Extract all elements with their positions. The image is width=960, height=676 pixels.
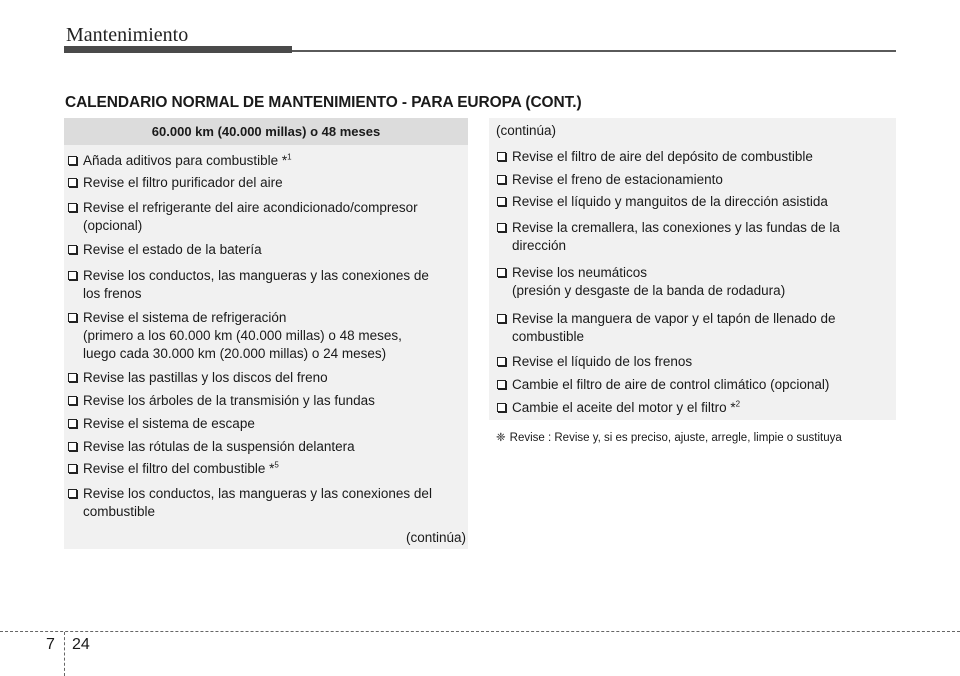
footer-divider bbox=[64, 632, 65, 676]
checkbox-icon bbox=[68, 156, 77, 165]
list-item: Revise la cremallera, las conexiones y las fundas de la dirección bbox=[497, 219, 895, 255]
checkbox-icon bbox=[497, 268, 506, 277]
list-item: Revise el líquido de los frenos bbox=[497, 353, 895, 371]
list-item: Revise los conductos, las mangueras y las conexiones del combustible bbox=[68, 485, 466, 521]
continued-note: (continúa) bbox=[496, 123, 557, 138]
checkbox-icon bbox=[497, 152, 506, 161]
checkbox-icon bbox=[497, 403, 506, 412]
continued-note: (continúa) bbox=[405, 530, 466, 545]
list-item: Revise el estado de la batería bbox=[68, 241, 466, 259]
checkbox-icon bbox=[497, 314, 506, 323]
right-column-panel bbox=[489, 118, 896, 420]
checkbox-icon bbox=[68, 396, 77, 405]
list-item: Revise el sistema de escape bbox=[68, 415, 466, 433]
list-item: Revise los neumáticos (presión y desgaste de la banda de rodadura) bbox=[497, 264, 895, 300]
chapter-number: 7 bbox=[46, 636, 55, 653]
page-number: 24 bbox=[72, 636, 90, 653]
checkbox-icon bbox=[68, 313, 77, 322]
list-item: Revise el líquido y manguitos de la dirección asistida bbox=[497, 193, 895, 211]
checkbox-icon bbox=[497, 197, 506, 206]
list-item: Revise el refrigerante del aire acondicionado/compresor (opcional) bbox=[68, 199, 466, 235]
checkbox-icon bbox=[68, 178, 77, 187]
checkbox-icon bbox=[68, 464, 77, 473]
checkbox-icon bbox=[497, 223, 506, 232]
checkbox-icon bbox=[497, 175, 506, 184]
list-item: Revise las pastillas y los discos del freno bbox=[68, 369, 466, 387]
footnote-text: Revise : Revise y, si es preciso, ajuste, arregle, limpie o sustituya bbox=[509, 432, 842, 444]
list-item: Revise el filtro de aire del depósito de combustible bbox=[497, 148, 895, 166]
list-item: Revise la manguera de vapor y el tapón de llenado de combustible bbox=[497, 310, 895, 346]
checkbox-icon bbox=[68, 442, 77, 451]
header-accent-bar bbox=[64, 46, 292, 53]
checkbox-icon bbox=[68, 271, 77, 280]
section-title: CALENDARIO NORMAL DE MANTENIMIENTO - PARA EUROPA (CONT.) bbox=[65, 94, 582, 111]
list-item: Revise el sistema de refrigeración (primero a los 60.000 km (40.000 millas) o 48 meses, luego cada 30.000 km (20.000 millas) o 24 meses) bbox=[68, 309, 466, 363]
checkbox-icon bbox=[68, 419, 77, 428]
list-item: Revise el filtro purificador del aire bbox=[68, 174, 466, 192]
list-item: Revise el filtro del combustible *$^5$ bbox=[68, 460, 466, 478]
checkbox-icon bbox=[68, 245, 77, 254]
list-item: Revise los conductos, las mangueras y las conexiones de los frenos bbox=[68, 267, 466, 303]
list-item: Cambie el filtro de aire de control climático (opcional) bbox=[497, 376, 895, 394]
left-column-panel bbox=[64, 118, 468, 549]
page-header-title: Mantenimiento bbox=[66, 24, 189, 46]
checkbox-icon bbox=[68, 203, 77, 212]
header-rule bbox=[292, 50, 896, 52]
checkbox-icon bbox=[497, 357, 506, 366]
interval-heading: 60.000 km (40.000 millas) o 48 meses bbox=[64, 118, 468, 145]
list-item: Revise las rótulas de la suspensión delantera bbox=[68, 438, 466, 456]
footnote-symbol: ❈ bbox=[496, 432, 506, 444]
checkbox-icon bbox=[68, 489, 77, 498]
list-item: Añada aditivos para combustible *$^1$ bbox=[68, 152, 466, 170]
checkbox-icon bbox=[497, 380, 506, 389]
list-item: Revise los árboles de la transmisión y las fundas bbox=[68, 392, 466, 410]
checkbox-icon bbox=[68, 373, 77, 382]
list-item: Cambie el aceite del motor y el filtro *$^2$ bbox=[497, 399, 895, 417]
footer-rule bbox=[0, 631, 960, 632]
list-item: Revise el freno de estacionamiento bbox=[497, 171, 895, 189]
footnote bbox=[496, 430, 842, 444]
